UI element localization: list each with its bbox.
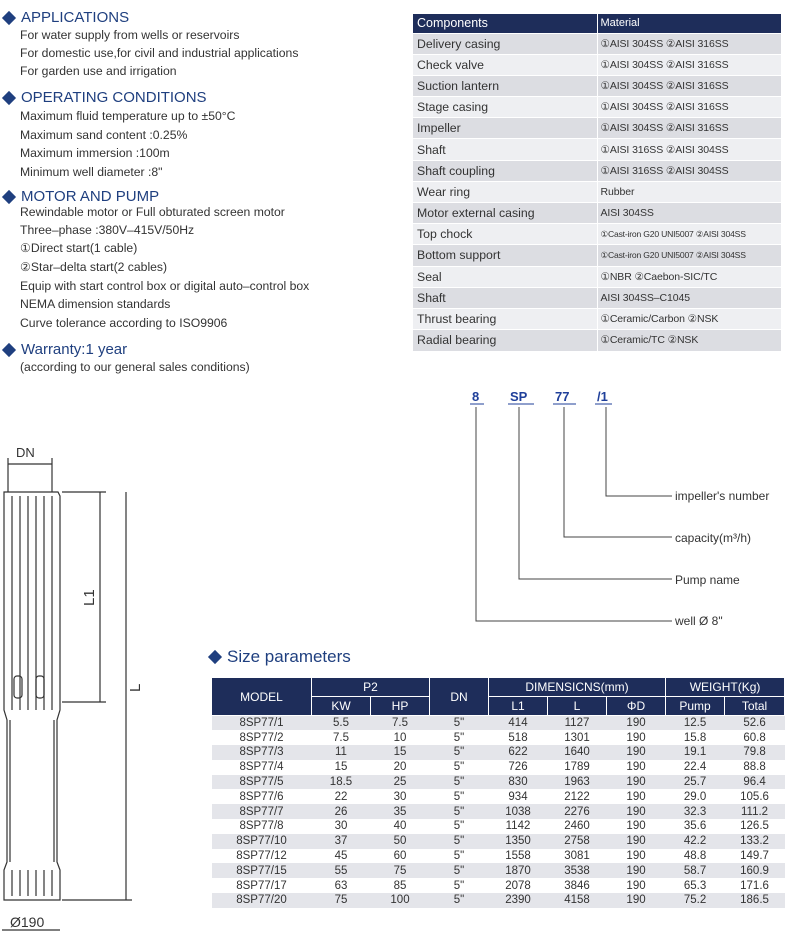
cell-kw: 75 (312, 893, 371, 908)
header-total: Total (725, 697, 785, 716)
cell-l: 3846 (548, 878, 607, 893)
table-row (212, 878, 785, 893)
cell-dn: 5" (430, 893, 489, 908)
cell-l: 1789 (548, 760, 607, 775)
code-part-impeller: /1 (597, 389, 608, 404)
cell-l1: 1350 (489, 834, 548, 849)
cell-l: 1127 (548, 716, 607, 731)
cell-kw: 45 (312, 849, 371, 864)
cell-l1: 1870 (489, 863, 548, 878)
cell-od: 190 (607, 804, 666, 819)
code-part-well: 8 (472, 389, 480, 404)
cell-l1: 1038 (489, 804, 548, 819)
cell-hp: 7.5 (371, 716, 430, 731)
cell-total-weight: 105.6 (725, 789, 785, 804)
cell-od: 190 (607, 716, 666, 731)
cell-od: 190 (607, 863, 666, 878)
cell-l: 2122 (548, 789, 607, 804)
cell-l1: 414 (489, 716, 548, 731)
operating-line: Maximum sand content :0.25% (20, 128, 188, 142)
component-name: Top chock (413, 224, 597, 245)
table-row (212, 730, 785, 745)
component-material: ①Cast-iron G20 UNI5007 ②AISI 304SS (597, 224, 781, 245)
component-material: ①Ceramic/TC ②NSK (597, 330, 781, 351)
code-label-name: Pump name (675, 573, 740, 587)
cell-pump-weight: 42.2 (666, 834, 725, 849)
component-name: Check valve (413, 54, 597, 75)
cell-od: 190 (607, 789, 666, 804)
size-header-row (212, 678, 785, 697)
table-row (212, 819, 785, 834)
component-name: Shaft (413, 287, 597, 308)
l-label: L (127, 683, 144, 692)
cell-pump-weight: 65.3 (666, 878, 725, 893)
component-name: Thrust bearing (413, 308, 597, 329)
cell-l: 2758 (548, 834, 607, 849)
cell-pump-weight: 58.7 (666, 863, 725, 878)
dn-label: DN (16, 445, 35, 460)
component-name: Motor external casing (413, 203, 597, 224)
operating-title-text: OPERATING CONDITIONS (21, 89, 207, 106)
cell-hp: 85 (371, 878, 430, 893)
table-row (212, 745, 785, 760)
cell-kw: 7.5 (312, 730, 371, 745)
cell-model: 8SP77/6 (212, 789, 312, 804)
cell-hp: 100 (371, 893, 430, 908)
component-material: ①AISI 316SS ②AISI 304SS (597, 139, 781, 160)
cell-total-weight: 52.6 (725, 716, 785, 731)
cell-total-weight: 126.5 (725, 819, 785, 834)
table-row (212, 834, 785, 849)
table-row (212, 775, 785, 790)
header-p2: P2 (312, 678, 430, 697)
cell-l1: 1142 (489, 819, 548, 834)
operating-line: Maximum immersion :100m (20, 146, 170, 160)
cell-hp: 35 (371, 804, 430, 819)
cell-model: 8SP77/1 (212, 716, 312, 731)
diamond-bullet-icon (208, 650, 222, 664)
cell-dn: 5" (430, 849, 489, 864)
header-model: MODEL (212, 678, 312, 716)
component-name: Radial bearing (413, 330, 597, 351)
cell-kw: 5.5 (312, 716, 371, 731)
component-material: AISI 304SS–C1045 (597, 287, 781, 308)
cell-model: 8SP77/15 (212, 863, 312, 878)
component-material: ①AISI 304SS ②AISI 316SS (597, 54, 781, 75)
component-material: ①Ceramic/Carbon ②NSK (597, 308, 781, 329)
component-name: Suction lantern (413, 75, 597, 96)
table-row (212, 863, 785, 878)
leader-line-capacity (564, 407, 672, 537)
component-name: Shaft (413, 139, 597, 160)
header-dn: DN (430, 678, 489, 716)
cell-hp: 30 (371, 789, 430, 804)
cell-od: 190 (607, 849, 666, 864)
cell-total-weight: 160.9 (725, 863, 785, 878)
cell-hp: 40 (371, 819, 430, 834)
component-material: Rubber (597, 181, 781, 202)
cell-l: 3081 (548, 849, 607, 864)
component-material: ①NBR ②Caebon-SIC/TC (597, 266, 781, 287)
component-name: Wear ring (413, 181, 597, 202)
cell-od: 190 (607, 878, 666, 893)
motor-title-text: MOTOR AND PUMP (21, 188, 160, 205)
size-table (211, 677, 785, 908)
cell-od: 190 (607, 730, 666, 745)
cell-total-weight: 133.2 (725, 834, 785, 849)
component-name: Delivery casing (413, 33, 597, 54)
header-dims: DIMENSICNS(mm) (489, 678, 666, 697)
cell-model: 8SP77/10 (212, 834, 312, 849)
cell-l: 1640 (548, 745, 607, 760)
cell-total-weight: 79.8 (725, 745, 785, 760)
cell-hp: 50 (371, 834, 430, 849)
cell-total-weight: 60.8 (725, 730, 785, 745)
cell-l: 2276 (548, 804, 607, 819)
cell-hp: 20 (371, 760, 430, 775)
motor-line: Curve tolerance according to ISO9906 (20, 316, 228, 330)
cell-kw: 37 (312, 834, 371, 849)
cell-model: 8SP77/8 (212, 819, 312, 834)
cell-pump-weight: 75.2 (666, 893, 725, 908)
cell-total-weight: 149.7 (725, 849, 785, 864)
cell-dn: 5" (430, 789, 489, 804)
component-name: Seal (413, 266, 597, 287)
cell-od: 190 (607, 819, 666, 834)
cell-pump-weight: 22.4 (666, 760, 725, 775)
code-part-name: SP (510, 389, 528, 404)
leader-line-impeller (606, 407, 672, 496)
size-table-body (212, 716, 785, 908)
applications-line: For garden use and irrigation (20, 64, 177, 78)
pump-drawing (0, 430, 160, 946)
cell-pump-weight: 35.6 (666, 819, 725, 834)
cell-hp: 15 (371, 745, 430, 760)
component-material: ①AISI 304SS ②AISI 316SS (597, 97, 781, 118)
cell-total-weight: 96.4 (725, 775, 785, 790)
cell-model: 8SP77/3 (212, 745, 312, 760)
header-l: L (548, 697, 607, 716)
component-material: ①AISI 304SS ②AISI 316SS (597, 75, 781, 96)
components-header: Components (413, 14, 597, 33)
cell-l: 1963 (548, 775, 607, 790)
warranty-note: (according to our general sales conditions) (20, 360, 250, 374)
table-row (212, 716, 785, 731)
table-row (212, 789, 785, 804)
cell-dn: 5" (430, 775, 489, 790)
cell-dn: 5" (430, 819, 489, 834)
size-title-text: Size parameters (227, 647, 351, 666)
l1-label: L1 (81, 589, 98, 606)
cell-model: 8SP77/12 (212, 849, 312, 864)
cell-dn: 5" (430, 760, 489, 775)
motor-line: ②Star–delta start(2 cables) (20, 260, 168, 274)
cell-pump-weight: 19.1 (666, 745, 725, 760)
operating-line: Minimum well diameter :8" (20, 165, 163, 179)
component-material: ①Cast-iron G20 UNI5007 ②AISI 304SS (597, 245, 781, 266)
code-label-well: well Ø 8" (675, 614, 723, 628)
cell-pump-weight: 32.3 (666, 804, 725, 819)
cell-kw: 11 (312, 745, 371, 760)
cell-pump-weight: 25.7 (666, 775, 725, 790)
cell-l1: 934 (489, 789, 548, 804)
cell-hp: 25 (371, 775, 430, 790)
header-weight: WEIGHT(Kg) (666, 678, 785, 697)
cell-l1: 2078 (489, 878, 548, 893)
cell-total-weight: 88.8 (725, 760, 785, 775)
cell-model: 8SP77/2 (212, 730, 312, 745)
applications-line: For domestic use,for civil and industrial applications (20, 46, 299, 60)
cell-model: 8SP77/4 (212, 760, 312, 775)
cell-od: 190 (607, 834, 666, 849)
cell-l1: 518 (489, 730, 548, 745)
component-material: AISI 304SS (597, 203, 781, 224)
cell-l1: 2390 (489, 893, 548, 908)
cell-dn: 5" (430, 834, 489, 849)
header-kw: KW (312, 697, 371, 716)
component-name: Stage casing (413, 97, 597, 118)
cell-dn: 5" (430, 863, 489, 878)
cell-model: 8SP77/17 (212, 878, 312, 893)
component-name: Shaft coupling (413, 160, 597, 181)
leader-line-name (519, 407, 672, 579)
applications-line: For water supply from wells or reservoirs (20, 28, 240, 42)
motor-line: Equip with start control box or digital auto–control box (20, 279, 310, 293)
motor-line: NEMA dimension standards (20, 297, 171, 311)
component-material: ①AISI 304SS ②AISI 316SS (597, 118, 781, 139)
motor-line: Three–phase :380V–415V/50Hz (20, 223, 195, 237)
component-material: ①AISI 316SS ②AISI 304SS (597, 160, 781, 181)
cell-kw: 63 (312, 878, 371, 893)
cell-l1: 830 (489, 775, 548, 790)
cell-pump-weight: 12.5 (666, 716, 725, 731)
cell-kw: 30 (312, 819, 371, 834)
header-od: ΦD (607, 697, 666, 716)
cell-model: 8SP77/7 (212, 804, 312, 819)
component-material: ①AISI 304SS ②AISI 316SS (597, 33, 781, 54)
header-hp: HP (371, 697, 430, 716)
cell-hp: 60 (371, 849, 430, 864)
table-row (212, 804, 785, 819)
cell-pump-weight: 15.8 (666, 730, 725, 745)
cell-total-weight: 186.5 (725, 893, 785, 908)
cell-l: 2460 (548, 819, 607, 834)
cell-model: 8SP77/5 (212, 775, 312, 790)
cell-l1: 726 (489, 760, 548, 775)
cell-total-weight: 111.2 (725, 804, 785, 819)
cell-dn: 5" (430, 804, 489, 819)
diameter-label: Ø190 (10, 914, 45, 930)
component-name: Impeller (413, 118, 597, 139)
component-name: Bottom support (413, 245, 597, 266)
code-label-impeller: impeller's number (675, 489, 770, 503)
cell-kw: 26 (312, 804, 371, 819)
cell-dn: 5" (430, 745, 489, 760)
cell-od: 190 (607, 893, 666, 908)
motor-line: Rewindable motor or Full obturated screen motor (20, 205, 285, 219)
table-row (212, 849, 785, 864)
cell-hp: 10 (371, 730, 430, 745)
cell-kw: 55 (312, 863, 371, 878)
cell-l: 4158 (548, 893, 607, 908)
cell-kw: 18.5 (312, 775, 371, 790)
cell-kw: 15 (312, 760, 371, 775)
cell-kw: 22 (312, 789, 371, 804)
cell-pump-weight: 29.0 (666, 789, 725, 804)
cell-dn: 5" (430, 716, 489, 731)
code-part-capacity: 77 (555, 389, 570, 404)
cell-total-weight: 171.6 (725, 878, 785, 893)
table-row (212, 760, 785, 775)
cell-l: 1301 (548, 730, 607, 745)
cell-dn: 5" (430, 878, 489, 893)
cell-hp: 75 (371, 863, 430, 878)
code-label-capacity: capacity(m³/h) (675, 531, 752, 545)
cell-dn: 5" (430, 730, 489, 745)
cell-od: 190 (607, 775, 666, 790)
cell-od: 190 (607, 760, 666, 775)
cell-l: 3538 (548, 863, 607, 878)
cell-model: 8SP77/20 (212, 893, 312, 908)
table-row (212, 893, 785, 908)
size-title (210, 647, 351, 667)
operating-line: Maximum fluid temperature up to ±50°C (20, 109, 236, 123)
applications-title-text: APPLICATIONS (21, 9, 130, 26)
cell-l1: 1558 (489, 849, 548, 864)
header-l1: L1 (489, 697, 548, 716)
warranty-title-text: Warranty:1 year (21, 341, 128, 358)
cell-l1: 622 (489, 745, 548, 760)
material-header: Material (597, 14, 781, 33)
leader-line-well (476, 407, 672, 621)
cell-od: 190 (607, 745, 666, 760)
header-pump: Pump (666, 697, 725, 716)
motor-line: ①Direct start(1 cable) (20, 241, 138, 255)
cell-pump-weight: 48.8 (666, 849, 725, 864)
